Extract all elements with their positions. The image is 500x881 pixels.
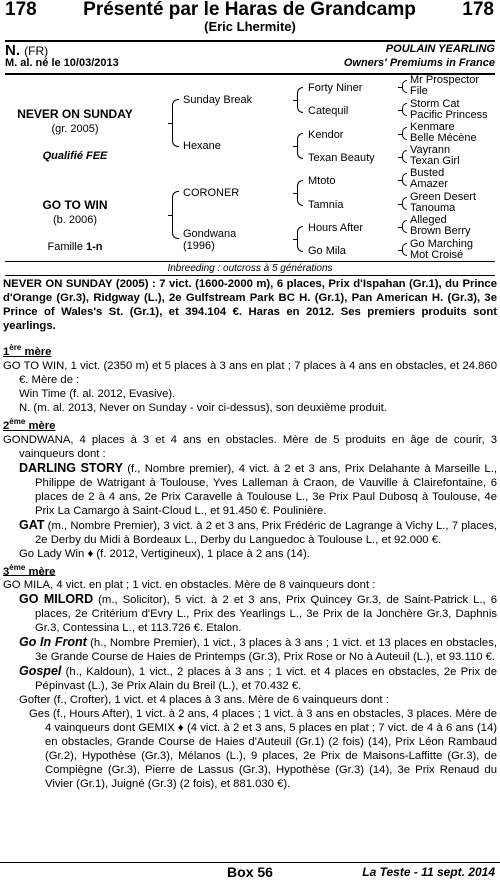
box-number: Box 56 xyxy=(227,864,273,880)
ped-g3-1: Forty Niner xyxy=(308,82,363,94)
ped-g3-5: Mtoto xyxy=(308,175,336,187)
ped-g3-4: Texan Beauty xyxy=(308,152,375,164)
section-second-dam: 2ème mère xyxy=(3,416,56,432)
ped-dam-dam: Gondwana xyxy=(183,228,237,240)
ped-g4-8: Texan Girl xyxy=(410,155,460,167)
bracket xyxy=(402,243,407,256)
ped-dam-sire: CORONER xyxy=(183,187,240,199)
ped-g4-7: Vayrann xyxy=(410,144,451,156)
bracket xyxy=(297,87,303,113)
catalogue-text xyxy=(3,277,497,791)
ped-g3-7: Hours After xyxy=(308,222,364,234)
ped-g4-12: Tanouma xyxy=(410,202,456,214)
bracket xyxy=(402,197,407,210)
bracket xyxy=(402,220,407,233)
page-footer xyxy=(0,862,500,881)
consignor-title: Présenté par le Haras de Grandcamp xyxy=(83,0,416,20)
second-dam-record: GONDWANA, 4 places à 3 et 4 ans en obstacles. Mère de 5 produits en âge de courir, 3 vainqueurs dont : xyxy=(3,433,497,460)
produce-go-lady-win: Go Lady Win ♦ (f. 2012, Vertigineux), 1 place à 2 ans (14). xyxy=(19,547,310,560)
produce-go-milord: GO MILORD (m., Solicitor), 5 vict. à 2 et 3 ans, Prix Quincey Gr.3, de Saint-Patrick L., 6 places, 2e Critérium d'Evry L., Prix des Yearlings L., 3e Prix de la Jonchère Gr.3, Daphnis Gr.3, Contessina L., et 113.726 €. Etalon. xyxy=(19,592,497,635)
ped-g3-8: Go Mila xyxy=(308,245,346,257)
dam-name: GO TO WIN xyxy=(42,198,108,212)
sale-place-date: La Teste - 11 sept. 2014 xyxy=(362,865,495,879)
produce-ges: Ges (f., Hours After), 1 vict. à 2 ans, 4 places ; 1 vict. à 3 ans en obstacles, 3 places. Mère de 4 vainqueurs dont GEMIX ♦ (4 vict. à 2 et 3 ans, 5 places en plat ; 7 vict. de 4 à 6 ans (14) en obstacles, Grande Course de Haies d'Auteuil (Gr.1) (2 fois) (14), Prix Léon Rambaud (Gr.2), Hypothèse (Gr.3), Mélanos (L.), 9 places, 2e Prix de Maisons-Laffitte (Gr.3), de Compiègne (Gr.3), Pierre de Lassus (Gr.3), Hypothèse (Gr.3) (14), 3e Prix Renaud du Vivier (Gr.1), Juigné (Gr.3) (2 fois), et 881.030 €). xyxy=(29,708,497,791)
consignor-subtitle: (Eric Lhermite) xyxy=(204,19,296,34)
section-first-dam: 1ère mère xyxy=(3,343,52,358)
ped-g4-1: Mr Prospector xyxy=(410,74,480,86)
ped-g4-9: Busted xyxy=(410,167,445,179)
bracket xyxy=(172,191,179,239)
ped-g4-15: Go Marching xyxy=(410,238,473,250)
famille: Famille 1-n xyxy=(47,241,103,253)
lot-number-right: 178 xyxy=(462,0,494,20)
produce-2: N. (m. al. 2013, Never on Sunday - voir ci-dessus), son deuxième produit. xyxy=(19,401,387,414)
ped-g4-5: Kenmare xyxy=(410,121,455,133)
divider xyxy=(5,261,495,262)
horse-birth: M. al. né le 10/03/2013 xyxy=(5,57,119,69)
produce-gospel: Gospel (h., Kaldoun), 1 vict., 2 places à 3 ans ; 1 vict. et 4 places en obstacles, 2e Prix de Pépinvast (L.), 3e Prix Alain du Breil (L.), et 70.432 €. xyxy=(19,664,497,693)
ped-g3-6: Tamnia xyxy=(308,199,344,211)
horse-id-line xyxy=(5,40,495,75)
horse-name: N. (FR) xyxy=(5,42,49,59)
owners-premiums: Owners' Premiums in France xyxy=(343,57,495,69)
ped-g4-10: Amazer xyxy=(410,178,448,190)
section-third-dam: 3ème mère xyxy=(3,562,56,578)
bracket xyxy=(297,226,303,252)
ped-g4-4: Pacific Princess xyxy=(410,109,488,121)
ped-g4-13: Alleged xyxy=(410,214,447,226)
bracket xyxy=(402,173,407,186)
ped-g4-14: Brown Berry xyxy=(410,225,471,237)
third-dam-record: GO MILA, 4 vict. en plat ; 1 vict. en obstacles. Mère de 8 vainqueurs dont : xyxy=(3,579,376,592)
lot-number-left: 178 xyxy=(5,0,37,20)
ped-g3-2: Catequil xyxy=(308,105,349,117)
sire-info: (gr. 2005) xyxy=(51,123,99,135)
ped-dam-dam-year: (1996) xyxy=(183,240,215,252)
bracket xyxy=(297,133,303,159)
ped-g4-3: Storm Cat xyxy=(410,98,460,110)
first-dam-record: GO TO WIN, 1 vict. (2350 m) et 5 places à 3 ans en plat ; 7 places à 4 ans en obstacles, et 24.860 €. Mère de : xyxy=(3,359,497,386)
page-header xyxy=(0,0,500,33)
inbreeding: Inbreeding : outcross à 5 générations xyxy=(167,263,333,274)
horse-sex: POULAIN YEARLING xyxy=(385,43,495,55)
ped-g4-16: Mot Croisé xyxy=(410,249,464,261)
pedigree-chart xyxy=(0,74,500,289)
sire-record: NEVER ON SUNDAY (2005) : 7 vict. (1600-2000 m), 6 places, Prix d'Ispahan (Gr.1), du Prince d'Orange (Gr.3), Ridgway (L.), 2e Gulfstream Park BC H. (Gr.1), Pan American H. (Gr.3), 3e Prince of Wales's St. (Gr.1), et 394.104 €. Haras en 2012. Ses premiers produits sont yearlings. xyxy=(3,278,497,332)
ped-g4-6: Belle Mécène xyxy=(410,132,477,144)
bracket xyxy=(402,80,407,93)
ped-sire-sire: Sunday Break xyxy=(183,94,253,106)
produce-go-in-front: Go In Front (h., Nombre Premier), 1 vict., 3 places à 3 ans ; 1 vict. et 13 places en obstacles, 3e Grande Course de Haies de Printemps (Gr.3), Prix Rose or No à Auteuil (L.), et 93.110 €. xyxy=(19,635,497,664)
ped-g4-2: File xyxy=(410,85,428,97)
produce-gofter: Gofter (f., Crofter), 1 vict. et 4 places à 3 ans. Mère de 6 vainqueurs dont : xyxy=(19,694,389,707)
produce-gat: GAT (m., Nombre Premier), 3 vict. à 2 et 3 ans, Prix Frédéric de Lagrange à Vichy L., 7 places, 2e Derby du Midi à Bordeaux L., Derby du Languedoc à Toulouse L., et 92.000 €. xyxy=(19,517,497,546)
ped-g3-3: Kendor xyxy=(308,129,344,141)
sire-name: NEVER ON SUNDAY xyxy=(17,107,133,121)
produce-1: Win Time (f. al. 2012, Evasive). xyxy=(19,387,176,400)
bracket xyxy=(297,180,303,206)
bracket xyxy=(172,99,179,147)
qualification: Qualifié FEE xyxy=(42,150,108,162)
bracket xyxy=(402,150,407,163)
bracket xyxy=(402,103,407,116)
dam-info: (b. 2006) xyxy=(52,214,98,226)
divider xyxy=(5,275,495,276)
ped-g4-11: Green Desert xyxy=(410,191,477,203)
bracket xyxy=(402,127,407,140)
produce-darling-story: DARLING STORY (f., Nombre premier), 4 vict. à 2 et 3 ans, Prix Delahante à Marseille L., Philippe de Watrigant à Toulouse, Yves Lalleman à Craon, de Vauville à Clairefontaine, 6 places de 2 à 4 ans, 2e Prix Caravelle à Toulouse L., 3e Prix Paul Dubosq à Toulouse, 4e Prix La Camargo à Saint-Cloud L., et 91.450 €. Poulinière. xyxy=(19,460,497,517)
ped-sire-dam: Hexane xyxy=(183,140,221,152)
